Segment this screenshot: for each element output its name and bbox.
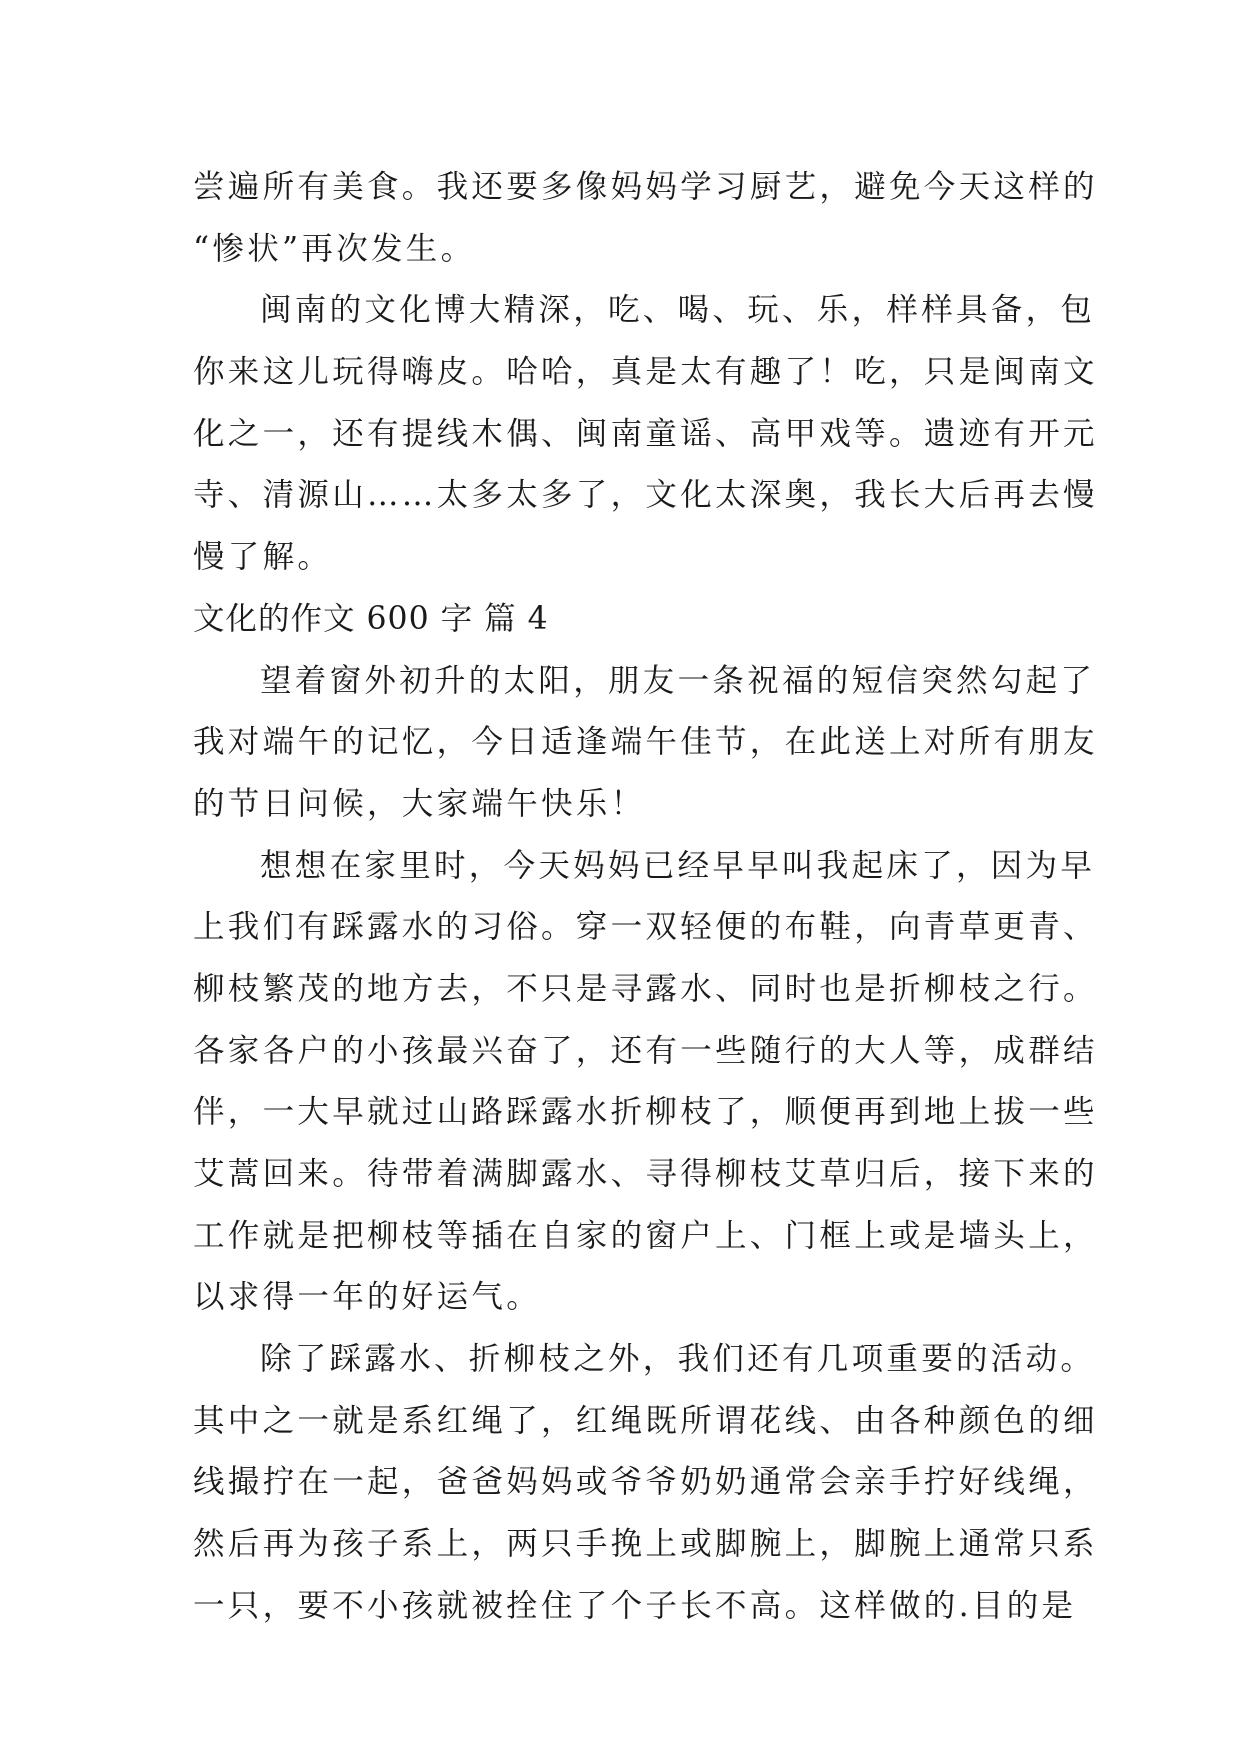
text-line: 线撮拧在一起，爸爸妈妈或爷爷奶奶通常会亲手拧好线绳， bbox=[193, 1464, 1098, 1501]
text-line: 伴，一大早就过山路踩露水折柳枝了，顺便再到地上拔一些 bbox=[193, 1094, 1098, 1131]
paragraph bbox=[193, 836, 1098, 1330]
section-heading: 文化的作文 600 字 篇 4 bbox=[193, 600, 549, 637]
paragraph bbox=[193, 651, 1098, 836]
text-line: 的节日问候，大家端午快乐！ bbox=[193, 785, 646, 822]
paragraph bbox=[193, 157, 1098, 280]
text-line: 其中之一就是系红绳了，红绳既所谓花线、由各种颜色的细 bbox=[193, 1402, 1098, 1439]
text-line: 化之一，还有提线木偶、闽南童谣、高甲戏等。遗迹有开元 bbox=[193, 415, 1098, 452]
text-line: 尝遍所有美食。我还要多像妈妈学习厨艺，避免今天这样的 bbox=[193, 169, 1098, 205]
text-line: 想想在家里时，今天妈妈已经早早叫我起床了，因为早 bbox=[260, 847, 1096, 884]
text-line: 艾蒿回来。待带着满脚露水、寻得柳枝艾草归后，接下来的 bbox=[193, 1156, 1098, 1192]
text-line: 你来这儿玩得嗨皮。哈哈，真是太有趣了！吃，只是闽南文 bbox=[193, 354, 1098, 391]
text-line: 寺、清源山……太多太多了，文化太深奥，我长大后再去慢 bbox=[193, 477, 1098, 514]
text-line: 一只，要不小孩就被拴住了个子长不高。这样做的.目的是 bbox=[193, 1587, 1077, 1624]
paragraph bbox=[193, 1329, 1098, 1637]
document-page bbox=[193, 157, 1098, 1638]
text-line: 慢了解。 bbox=[193, 539, 333, 576]
text-line: 闽南的文化博大精深，吃、喝、玩、乐，样样具备，包 bbox=[260, 292, 1096, 329]
text-line: 柳枝繁茂的地方去，不只是寻露水、同时也是折柳枝之行。 bbox=[193, 970, 1098, 1007]
text-line: 除了踩露水、折柳枝之外，我们还有几项重要的活动。 bbox=[260, 1341, 1096, 1378]
text-line: 我对端午的记忆，今日适逢端午佳节，在此送上对所有朋友 bbox=[193, 724, 1098, 761]
text-line: 以求得一年的好运气。 bbox=[193, 1279, 542, 1316]
text-line: 上我们有踩露水的习俗。穿一双轻便的布鞋，向青草更青、 bbox=[193, 909, 1098, 946]
text-line: 然后再为孩子系上，两只手挽上或脚腕上，脚腕上通常只系 bbox=[193, 1526, 1098, 1563]
text-line: “惨状”再次发生。 bbox=[193, 230, 476, 267]
text-line: 工作就是把柳枝等插在自家的窗户上、门框上或是墙头上， bbox=[193, 1217, 1098, 1254]
text-line: 望着窗外初升的太阳，朋友一条祝福的短信突然勾起了 bbox=[260, 662, 1096, 699]
text-line: 各家各户的小孩最兴奋了，还有一些随行的大人等，成群结 bbox=[193, 1032, 1098, 1069]
paragraph bbox=[193, 280, 1098, 588]
